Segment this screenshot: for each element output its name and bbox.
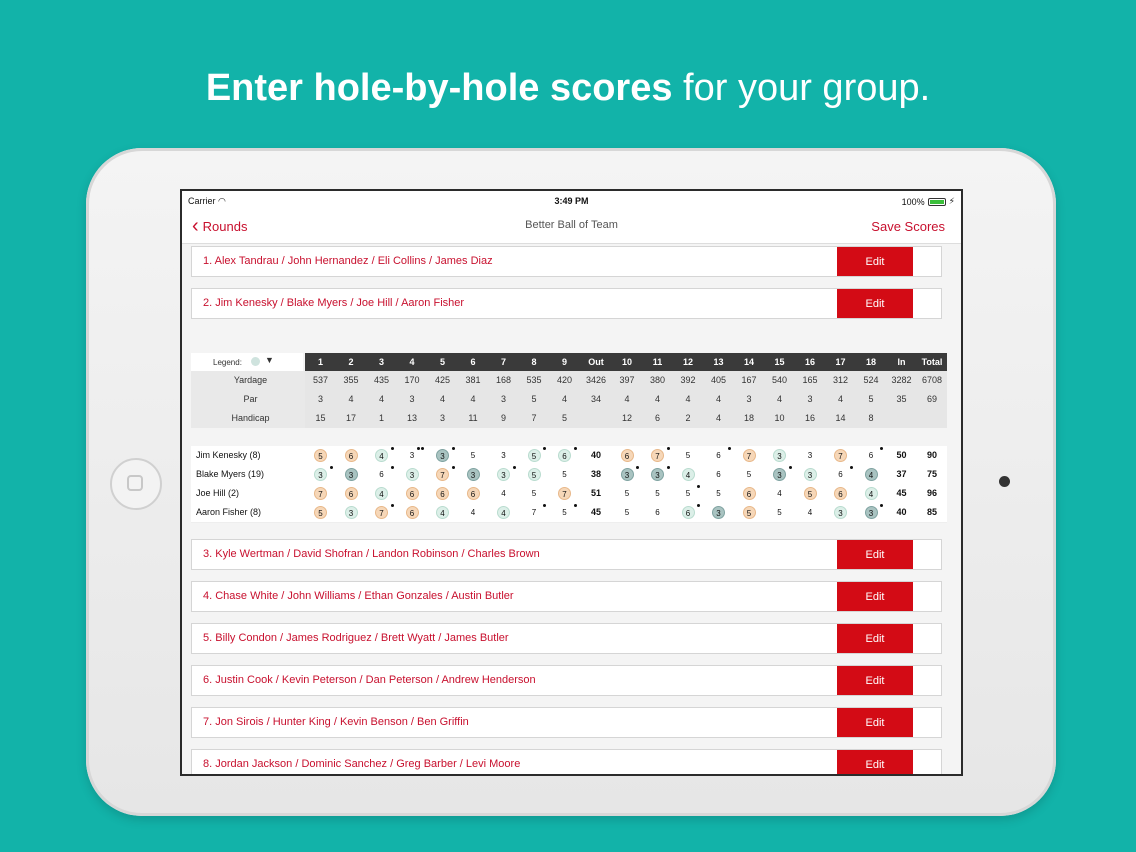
team-row[interactable] (191, 707, 942, 738)
info-cell: 167 (741, 375, 757, 385)
score-cell[interactable]: 7 (366, 503, 397, 522)
score-cell[interactable]: 3 (612, 465, 642, 484)
info-cell: 420 (556, 375, 573, 385)
stroke-dot-icon (789, 466, 792, 469)
hole-header-cell: 15 (774, 357, 785, 367)
stroke-dot-icon (452, 466, 455, 469)
stroke-dot-icon (543, 504, 546, 507)
score-cell[interactable]: 6 (397, 484, 427, 503)
hole-header-cell: Total (921, 357, 943, 367)
score-cell[interactable]: 5 (685, 451, 691, 460)
score-cell[interactable]: 5 (531, 489, 537, 498)
info-cell: 168 (495, 375, 512, 385)
info-cell: 165 (802, 375, 818, 385)
score-cell[interactable]: 6 (703, 446, 734, 465)
info-cell: 1 (378, 413, 384, 423)
info-cell: 2 (685, 413, 691, 423)
stroke-dot-icon (391, 466, 394, 469)
info-cell: 405 (710, 375, 727, 385)
team-row[interactable] (191, 246, 942, 277)
edit-button[interactable]: Edit (837, 247, 913, 276)
stroke-dot-icon (728, 447, 731, 450)
info-cell: 4 (837, 394, 843, 404)
hole-header-cell: 5 (439, 357, 445, 367)
scorecard (191, 353, 942, 528)
team-list (182, 244, 961, 774)
score-cell[interactable]: 3 (501, 451, 506, 460)
score-cell[interactable]: 6 (336, 484, 366, 503)
info-cell: 15 (315, 413, 326, 423)
stroke-dot-icon (543, 447, 546, 450)
score-cell[interactable]: 5 (716, 489, 721, 498)
score-cell[interactable]: 4 (856, 484, 886, 503)
score-cell[interactable]: 4 (366, 484, 397, 503)
info-cell: 6708 (921, 375, 943, 385)
score-cell[interactable]: 5 (746, 470, 752, 479)
stroke-dot-icon (880, 504, 883, 507)
score-cell: 75 (926, 469, 937, 479)
score-cell[interactable]: 6 (655, 508, 660, 517)
score-cell[interactable]: 3 (703, 503, 734, 522)
stroke-dot-icon (452, 447, 455, 450)
team-row[interactable] (191, 749, 942, 776)
info-cell: 380 (649, 375, 666, 385)
score-cell[interactable]: 5 (305, 446, 336, 465)
info-cell: 5 (561, 413, 567, 423)
player-name: Aaron Fisher (8) (196, 507, 262, 517)
score-cell[interactable]: 6 (716, 470, 721, 479)
headline-light: for your group. (683, 67, 931, 109)
score-cell[interactable]: 3 (856, 503, 886, 522)
info-cell: 524 (863, 375, 879, 385)
info-cell: 3426 (585, 375, 607, 385)
info-cell: 18 (743, 413, 754, 423)
headline-strong: Enter hole-by-hole scores (205, 67, 673, 109)
hole-header-cell: 8 (531, 357, 537, 367)
info-row (191, 371, 947, 390)
info-cell: 34 (590, 394, 601, 404)
stroke-dot-icon (667, 447, 670, 450)
wifi-icon: ◠ (218, 196, 226, 206)
score-cell: 45 (896, 488, 907, 498)
info-row (191, 409, 947, 428)
info-cell: 4 (348, 394, 354, 404)
info-cell: 9 (500, 413, 506, 423)
edit-button[interactable]: Edit (837, 750, 913, 776)
score-cell: 38 (590, 469, 601, 479)
score-cell: 40 (590, 450, 601, 460)
hole-header-cell: 9 (561, 357, 567, 367)
info-cell: 17 (345, 413, 356, 423)
score-cell[interactable]: 5 (673, 484, 703, 503)
info-cell: 4 (624, 394, 630, 404)
score-cell[interactable]: 6 (673, 503, 703, 522)
info-cell: 355 (343, 375, 359, 385)
hole-header-cell: 13 (713, 357, 724, 367)
team-row[interactable] (191, 539, 942, 570)
chevron-left-icon: ‹ (192, 215, 199, 237)
score-cell[interactable]: 7 (825, 446, 856, 465)
info-row-label: Handicap (191, 409, 305, 428)
score-cell[interactable]: 6 (458, 484, 488, 503)
info-cell: 381 (465, 375, 481, 385)
stroke-dot-icon (513, 466, 516, 469)
info-cell: 170 (404, 375, 420, 385)
score-cell[interactable]: 6 (825, 465, 856, 484)
score-cell[interactable]: 3 (488, 465, 519, 484)
info-cell: 4 (776, 394, 782, 404)
info-cell: 6 (654, 413, 660, 423)
info-cell: 4 (439, 394, 445, 404)
score-cell[interactable]: 3 (764, 446, 795, 465)
score-cell[interactable]: 3 (427, 446, 458, 465)
stroke-dot-icon (850, 466, 853, 469)
info-cell: 13 (406, 413, 417, 423)
battery-status (902, 196, 955, 207)
hole-header-cell: 7 (500, 357, 506, 367)
info-cell: 4 (715, 413, 721, 423)
hole-header-cell: 6 (470, 357, 476, 367)
battery-percent: 100% (901, 196, 925, 207)
score-cell[interactable]: 6 (856, 446, 886, 465)
stroke-dot-icon (636, 466, 639, 469)
edit-button[interactable]: Edit (837, 666, 913, 695)
team-row[interactable] (191, 288, 942, 319)
hole-header-cell: 17 (835, 357, 846, 367)
team-name: 6. Justin Cook / Kevin Peterson / Dan Peterson / Andrew Henderson (203, 674, 536, 686)
info-cell: 540 (771, 375, 788, 385)
score-cell[interactable]: 4 (427, 503, 458, 522)
score-cell[interactable]: 3 (305, 465, 336, 484)
score-cell: 96 (926, 488, 937, 498)
score-cell[interactable]: 3 (764, 465, 795, 484)
info-cell: 425 (434, 375, 451, 385)
home-button[interactable] (110, 458, 162, 510)
info-cell: 392 (680, 375, 696, 385)
hole-header-cell: 2 (348, 357, 354, 367)
info-cell: 537 (312, 375, 329, 385)
score-cell[interactable]: 5 (549, 503, 580, 522)
score-cell[interactable]: 5 (305, 503, 336, 522)
score-cell[interactable]: 5 (562, 470, 567, 479)
score-cell[interactable]: 3 (397, 465, 427, 484)
score-cell[interactable]: 5 (777, 508, 782, 517)
info-cell: 35 (896, 394, 907, 404)
stroke-dot-icon (330, 466, 333, 469)
score-cell[interactable]: 7 (734, 446, 764, 465)
score-cell: 45 (590, 507, 601, 517)
score-cell: 40 (896, 507, 907, 517)
score-cell[interactable]: 4 (807, 508, 813, 517)
score-cell[interactable]: 7 (642, 446, 673, 465)
info-cell: 4 (561, 394, 567, 404)
device-screen (180, 189, 963, 776)
team-name: 5. Billy Condon / James Rodriguez / Brett Wyatt / James Butler (203, 632, 509, 644)
charging-icon: ⚡ (948, 196, 955, 206)
info-cell: 4 (378, 394, 384, 404)
hole-header-cell: 11 (652, 357, 663, 367)
legend-label: Legend: (213, 358, 242, 367)
score-cell: 37 (896, 469, 907, 479)
legend-selector[interactable] (191, 353, 303, 371)
save-scores-button[interactable]: Save Scores (871, 219, 945, 234)
player-row (191, 503, 947, 523)
battery-icon (928, 198, 946, 206)
score-cell[interactable]: 6 (825, 484, 856, 503)
team-name: 8. Jordan Jackson / Dominic Sanchez / Greg Barber / Levi Moore (203, 758, 521, 770)
edit-button[interactable]: Edit (837, 289, 913, 318)
info-cell: 8 (868, 413, 874, 423)
info-cell: 3 (409, 394, 415, 404)
nav-bar (182, 211, 961, 244)
score-cell[interactable]: 4 (777, 489, 782, 498)
info-cell: 12 (621, 413, 632, 423)
edit-button[interactable]: Edit (837, 582, 913, 611)
info-cell: 16 (804, 413, 815, 423)
triangle-down-icon: ▼ (265, 355, 274, 365)
score-cell[interactable]: 7 (549, 484, 580, 503)
info-cell: 3 (317, 394, 323, 404)
score-cell[interactable]: 7 (519, 503, 549, 522)
score-cell[interactable]: 4 (366, 446, 397, 465)
score-cell[interactable]: 3 (795, 465, 825, 484)
edit-button[interactable]: Edit (837, 540, 913, 569)
camera-icon (999, 476, 1010, 487)
score-cell[interactable]: 3 (642, 465, 673, 484)
score-cell: 51 (590, 488, 601, 498)
score-cell[interactable]: 3 (336, 503, 366, 522)
score-cell[interactable]: 3 (397, 446, 427, 465)
hole-header-cell: 3 (378, 357, 384, 367)
score-cell[interactable]: 6 (397, 503, 427, 522)
hole-header-row (305, 353, 947, 371)
score-cell[interactable]: 5 (795, 484, 825, 503)
stroke-dot-icon (391, 504, 394, 507)
info-cell: 4 (715, 394, 721, 404)
score-cell[interactable]: 5 (470, 451, 476, 460)
score-cell[interactable]: 6 (612, 446, 642, 465)
stroke-dot-icon (667, 466, 670, 469)
hole-header-cell: In (897, 357, 906, 367)
info-cell (886, 409, 917, 428)
player-row (191, 484, 947, 504)
hole-header-cell: 16 (804, 357, 815, 367)
score-cell[interactable]: 3 (458, 465, 488, 484)
score-cell[interactable]: 6 (336, 446, 366, 465)
score-cell[interactable]: 4 (673, 465, 703, 484)
legend-swatch-icon (251, 357, 260, 366)
hole-header-cell: 10 (621, 357, 632, 367)
edit-button[interactable]: Edit (837, 708, 913, 737)
hole-header-cell: Out (588, 357, 604, 367)
info-cell: 3282 (891, 375, 912, 385)
player-name: Jim Kenesky (8) (196, 450, 261, 460)
score-cell[interactable]: 5 (624, 508, 630, 517)
info-cell: 312 (832, 375, 849, 385)
hole-header-cell: 18 (865, 357, 876, 367)
score-cell[interactable]: 6 (549, 446, 580, 465)
hole-header-cell: 4 (409, 357, 415, 367)
score-cell[interactable]: 4 (501, 489, 506, 498)
carrier-label: Carrier ◠ (188, 196, 226, 206)
score-cell[interactable]: 5 (734, 503, 764, 522)
stroke-dot-icon (574, 447, 577, 450)
score-cell: 50 (896, 450, 907, 460)
score-cell[interactable]: 5 (519, 446, 549, 465)
score-cell[interactable]: 5 (655, 489, 660, 498)
info-cell (917, 409, 947, 428)
info-cell: 7 (531, 413, 537, 423)
team-name: 3. Kyle Wertman / David Shofran / Landon Robinson / Charles Brown (203, 548, 540, 560)
stroke-dot-icon (574, 504, 577, 507)
info-cell: 69 (926, 394, 937, 404)
info-cell: 4 (685, 394, 691, 404)
stroke-dot-icon (417, 447, 420, 450)
info-cell: 435 (373, 375, 390, 385)
stroke-dot-icon (697, 485, 700, 488)
stroke-dot-icon (391, 447, 394, 450)
team-name: 1. Alex Tandrau / John Hernandez / Eli Collins / James Diaz (203, 255, 493, 267)
score-cell[interactable]: 4 (856, 465, 886, 484)
stroke-dot-icon (421, 447, 424, 450)
back-label: Rounds (202, 218, 248, 234)
score-cell[interactable]: 7 (305, 484, 336, 503)
score-cell[interactable]: 4 (470, 508, 476, 517)
info-cell: 4 (654, 394, 660, 404)
score-cell[interactable]: 3 (825, 503, 856, 522)
player-row (191, 465, 947, 485)
player-row (191, 446, 947, 466)
info-row-label: Yardage (191, 371, 305, 390)
score-cell[interactable]: 3 (336, 465, 366, 484)
score-cell[interactable]: 6 (427, 484, 458, 503)
hole-header-cell: 14 (743, 357, 754, 367)
team-row[interactable] (191, 581, 942, 612)
status-time: 3:49 PM (554, 196, 589, 206)
score-cell[interactable]: 5 (519, 465, 549, 484)
page-title: Better Ball of Team (525, 219, 618, 231)
team-row[interactable] (191, 623, 942, 654)
score-cell: 85 (926, 507, 937, 517)
info-cell (580, 409, 612, 428)
team-row[interactable] (191, 665, 942, 696)
headline (0, 66, 1136, 110)
score-cell[interactable]: 4 (488, 503, 519, 522)
score-cell[interactable]: 6 (734, 484, 764, 503)
player-name: Joe Hill (2) (196, 488, 240, 498)
stroke-dot-icon (697, 504, 700, 507)
info-cell: 5 (868, 394, 874, 404)
score-cell[interactable]: 7 (427, 465, 458, 484)
hole-header-cell: 1 (317, 357, 323, 367)
status-bar (182, 191, 961, 211)
team-name: 4. Chase White / John Williams / Ethan Gonzales / Austin Butler (203, 590, 514, 602)
edit-button[interactable]: Edit (837, 624, 913, 653)
stroke-dot-icon (880, 447, 883, 450)
score-cell[interactable]: 6 (366, 465, 397, 484)
info-cell: 14 (835, 413, 846, 423)
player-name: Blake Myers (19) (196, 469, 265, 479)
info-cell: 3 (807, 394, 813, 404)
info-row (191, 390, 947, 409)
info-row-label: Par (191, 390, 305, 409)
info-cell: 397 (619, 375, 635, 385)
info-cell: 535 (526, 375, 542, 385)
team-name: 2. Jim Kenesky / Blake Myers / Joe Hill / Aaron Fisher (203, 297, 465, 309)
info-cell: 3 (500, 394, 506, 404)
score-cell: 90 (926, 450, 937, 460)
info-cell: 5 (531, 394, 537, 404)
info-cell: 3 (746, 394, 752, 404)
score-cell[interactable]: 3 (807, 451, 813, 460)
score-cell[interactable]: 5 (624, 489, 630, 498)
info-cell: 4 (470, 394, 476, 404)
info-cell: 10 (774, 413, 785, 423)
info-cell: 3 (439, 413, 445, 423)
hole-header-cell: 12 (682, 357, 693, 367)
info-cell: 11 (468, 413, 478, 423)
team-name: 7. Jon Sirois / Hunter King / Kevin Benson / Ben Griffin (203, 716, 469, 728)
